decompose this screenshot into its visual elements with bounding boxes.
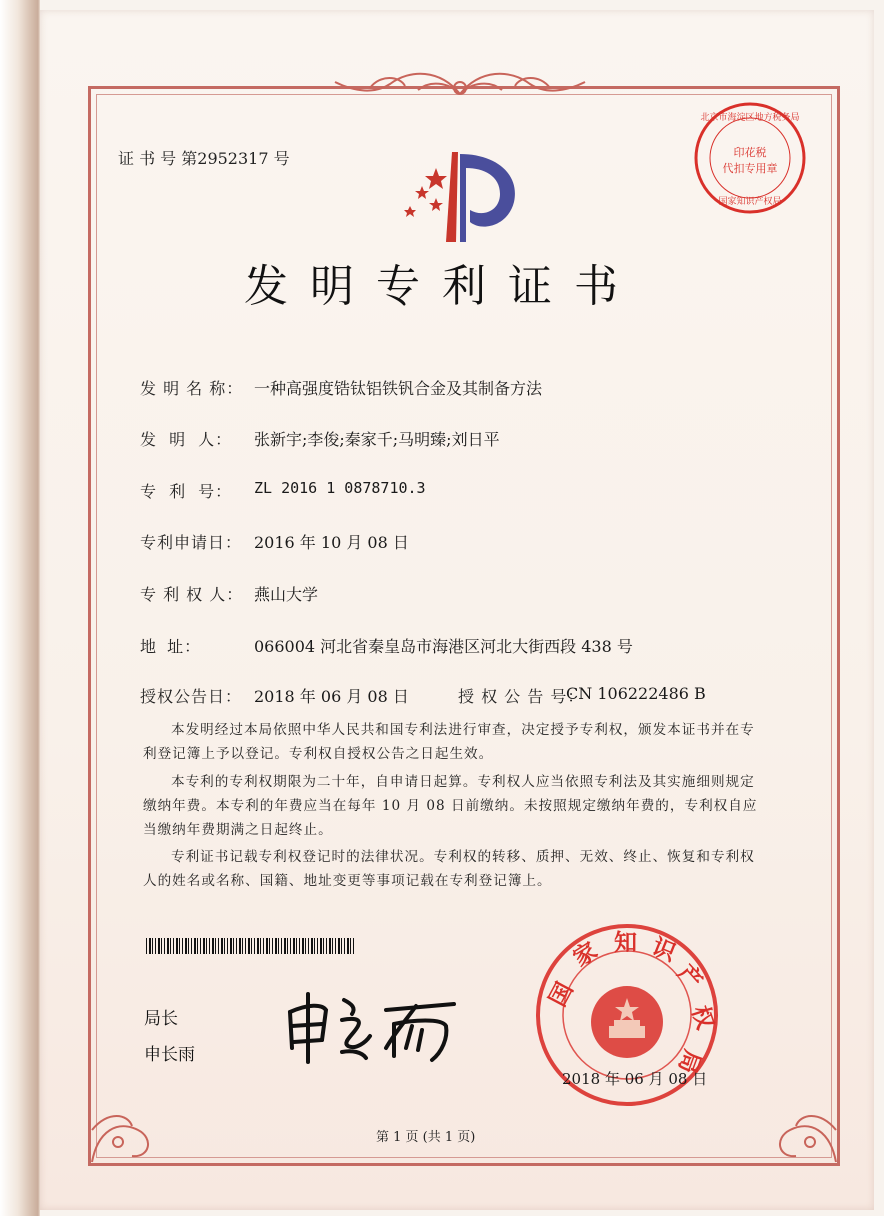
bottom-left-ornament xyxy=(88,1070,168,1166)
field-label-application-date: 专利申请日： xyxy=(140,533,243,552)
svg-text:产: 产 xyxy=(672,960,707,995)
director-signature xyxy=(282,990,462,1070)
svg-text:家: 家 xyxy=(568,937,603,973)
barcode xyxy=(146,938,356,954)
announce-number-value: CN 106222486 B xyxy=(566,684,706,703)
certificate-title: 发明专利证书 xyxy=(244,261,640,312)
director-name: 申长雨 xyxy=(144,1045,195,1065)
top-ornament xyxy=(330,64,590,106)
svg-text:局: 局 xyxy=(672,1046,706,1077)
paragraph-term: 本专利的专利权期限为二十年，自申请日起算。专利权人应当依照专利法及其实施细则规定缴纳年费。本专利的年费应当在每年 10 月 08 日前缴纳。未按照规定缴纳年费的，专利权自应当缴纳年费期满之日起终止。 xyxy=(143,774,758,838)
certificate-number-value: 2952317 xyxy=(197,149,269,168)
tax-stamp xyxy=(692,100,808,216)
svg-text:知: 知 xyxy=(614,930,637,956)
field-value-application-date: 2016 年 10 月 08 日 xyxy=(254,533,409,552)
field-label-invention-name: 发 明 名 称： xyxy=(140,379,244,398)
page-number: 第 1 页 (共 1 页) xyxy=(376,1130,476,1145)
svg-text:权: 权 xyxy=(686,1002,719,1033)
announce-number-label: 授 权 公 告 号： xyxy=(458,687,585,706)
field-label-address: 地 址： xyxy=(140,637,202,656)
svg-text:识: 识 xyxy=(648,934,680,967)
field-value-patent-number: ZL 2016 1 0878710.3 xyxy=(254,479,426,497)
field-label-patent-number: 专 利 号： xyxy=(140,482,233,501)
paragraph-grant: 本发明经过本局依照中华人民共和国专利法进行审查，决定授予专利权，颁发本证书并在专利登记簿上予以登记。专利权自授权公告之日起生效。 xyxy=(143,722,755,762)
field-value-address: 066004 河北省秦皇岛市海港区河北大街西段 438 号 xyxy=(254,637,633,656)
svg-text:代扣专用章: 代扣专用章 xyxy=(722,162,778,175)
paragraph-legal: 专利证书记载专利权登记时的法律状况。专利权的转移、质押、无效、终止、恢复和专利权人的姓名或名称、国籍、地址变更等事项记载在专利登记簿上。 xyxy=(143,849,755,889)
svg-text:国: 国 xyxy=(544,978,579,1011)
svg-text:印花税: 印花税 xyxy=(733,146,767,159)
field-label-inventors: 发 明 人： xyxy=(140,430,233,449)
field-label-patentee: 专 利 权 人： xyxy=(140,585,244,604)
bottom-right-ornament xyxy=(760,1070,840,1166)
svg-text:北京市海淀区地方税务局: 北京市海淀区地方税务局 xyxy=(700,113,800,123)
field-value-patentee: 燕山大学 xyxy=(254,585,319,604)
director-title: 局长 xyxy=(144,1009,178,1029)
certificate-number-suffix: 号 xyxy=(273,149,290,168)
seal-date: 2018 年 06 月 08 日 xyxy=(562,1070,708,1088)
announce-date-label: 授权公告日： xyxy=(140,687,243,706)
certificate-number-label: 证 书 号 第 xyxy=(118,149,198,168)
certificate-number xyxy=(118,146,290,169)
field-value-invention-name: 一种高强度锆钛铝铁钒合金及其制备方法 xyxy=(254,379,543,398)
svg-text:国家知识产权局: 国家知识产权局 xyxy=(718,197,782,207)
patent-office-logo-icon xyxy=(396,146,526,246)
field-value-inventors: 张新宇;李俊;秦家千;马明臻;刘日平 xyxy=(254,430,500,449)
binding-edge xyxy=(0,0,40,1216)
announce-date-value: 2018 年 06 月 08 日 xyxy=(254,687,409,706)
